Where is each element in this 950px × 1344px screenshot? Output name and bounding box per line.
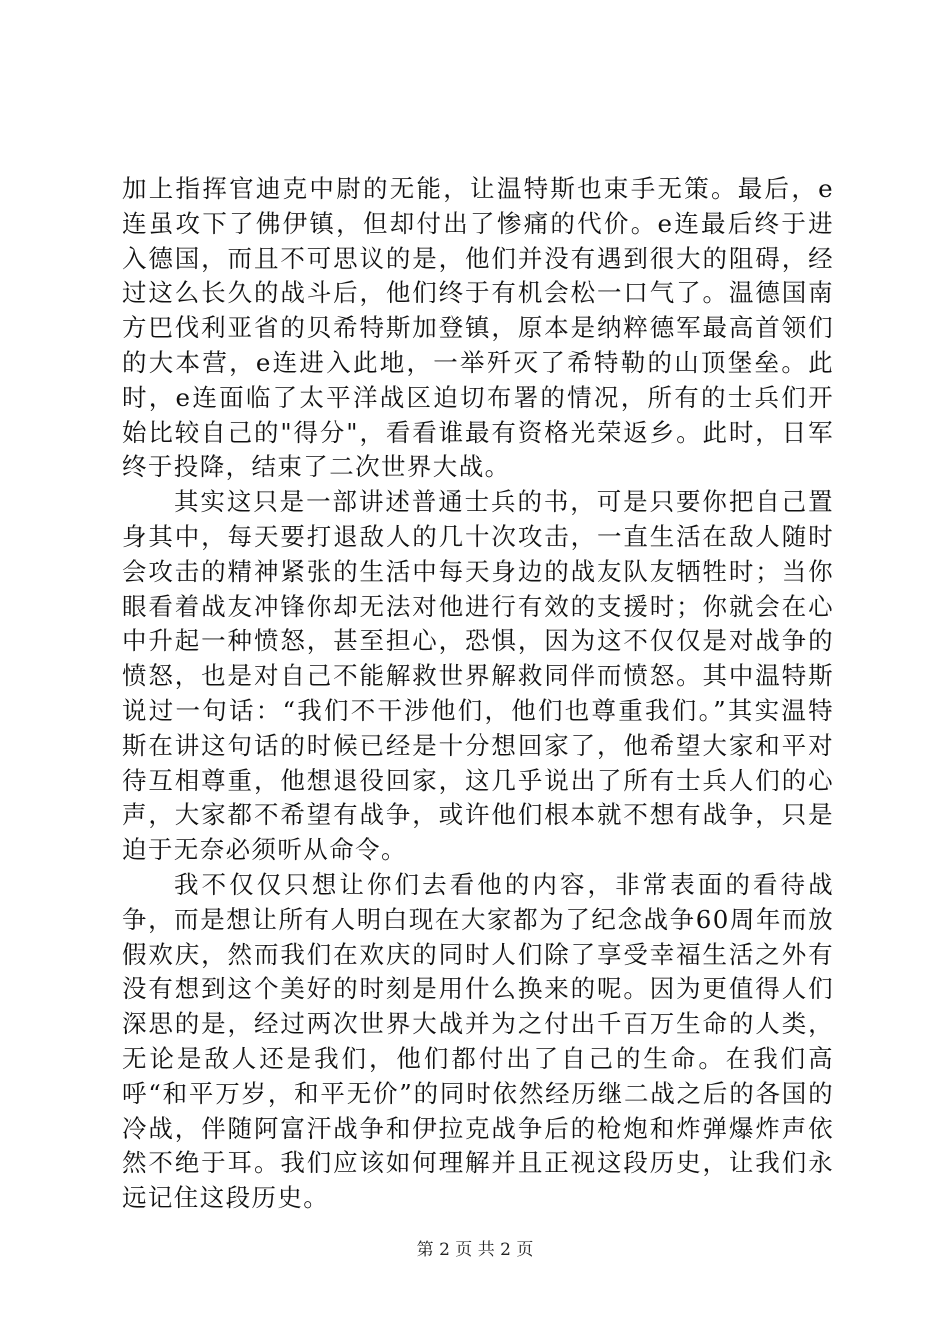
- page-number-footer: 第 2 页 共 2 页: [416, 1240, 534, 1260]
- paragraph-2: 其实这只是一部讲述普通士兵的书，可是只要你把自己置身其中，每天要打退敌人的几十次攻击，一直生活在敌人随时会攻击的精神紧张的生活中每天身边的战友队友牺牲时；当你眼看着战友冲锋你却无法对他进行有效的支援时；你就会在心中升起一种愤怒，甚至担心，恐惧，因为这不仅仅是对战争的愤怒，也是对自己不能解救世界解救同伴而愤怒。其中温特斯说过一句话：“我们不干涉他们，他们也尊重我们。”其实温特斯在讲这句话的时候已经是十分想回家了，他希望大家和平对待互相尊重，他想退役回家，这几乎说出了所有士兵人们的心声，大家都不希望有战争，或许他们根本就不想有战争，只是迫于无奈必须听从命令。: [122, 487, 834, 865]
- paragraph-1: 加上指挥官迪克中尉的无能，让温特斯也束手无策。最后，e连虽攻下了佛伊镇，但却付出了惨痛的代价。e连最后终于进入德国，而且不可思议的是，他们并没有遇到很大的阻碍，经过这么长久的战斗后，他们终于有机会松一口气了。温德国南方巴伐利亚省的贝希特斯加登镇，原本是纳粹德军最高首领们的大本营，e连进入此地，一举歼灭了希特勒的山顶堡垒。此时，e连面临了太平洋战区迫切布署的情况，所有的士兵们开始比较自己的"得分"，看看谁最有资格光荣返乡。此时，日军终于投降，结束了二次世界大战。: [122, 174, 834, 482]
- document-body: [122, 172, 834, 1216]
- paragraph-3: 我不仅仅只想让你们去看他的内容，非常表面的看待战争，而是想让所有人明白现在大家都为了纪念战争60周年而放假欢庆，然而我们在欢庆的同时人们除了享受幸福生活之外有没有想到这个美好的时刻是用什么换来的呢。因为更值得人们深思的是，经过两次世界大战并为之付出千百万生命的人类，无论是敌人还是我们，他们都付出了自己的生命。在我们高呼“和平万岁，和平无价”的同时依然经历继二战之后的各国的冷战，伴随阿富汗战争和伊拉克战争后的枪炮和炸弹爆炸声依然不绝于耳。我们应该如何理解并且正视这段历史，让我们永远记住这段历史。: [122, 869, 834, 1213]
